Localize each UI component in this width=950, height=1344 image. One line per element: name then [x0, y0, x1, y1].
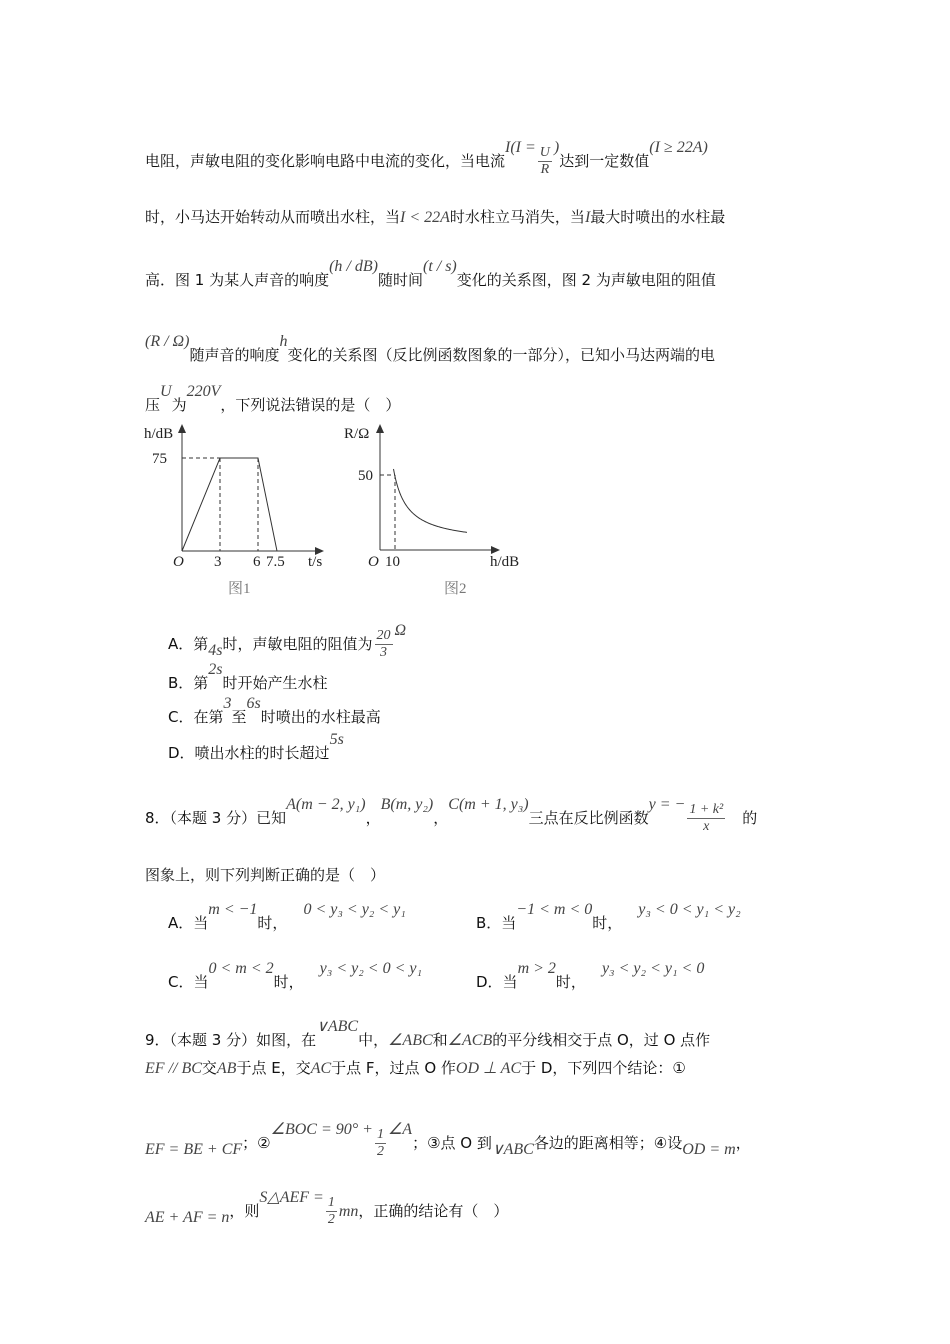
text-segment: 9．（本题 3 分）如图，在 [145, 1031, 317, 1049]
text-line [168, 960, 423, 993]
text-segment: 中， [358, 1031, 389, 1049]
loudness-line [182, 458, 277, 551]
math-expression: EF // BC [145, 1060, 202, 1077]
text-segment: 电阻，声敏电阻的变化影响电路中电流的变化，当电流 [145, 152, 506, 170]
text-segment: 三点在反比例函数 [528, 809, 649, 827]
text-segment: 最大时喷出的水柱最 [590, 208, 726, 226]
text-line [145, 383, 401, 416]
math-expression: 6s [246, 695, 261, 712]
text-segment: 随时间 [377, 271, 423, 289]
math-expression: m < −1 [208, 901, 258, 918]
math-expression: S△AEF = [259, 1189, 324, 1206]
text-segment: 的 [727, 809, 758, 827]
math-expression: OD = m [682, 1141, 736, 1158]
text-segment: ；② [242, 1134, 271, 1152]
fraction-denominator: 2 [327, 1212, 335, 1227]
text-segment: 时，声敏电阻的阻值为 [222, 635, 373, 653]
y-axis-arrow-icon [178, 424, 186, 433]
text-segment: 随声音的响度 [189, 346, 280, 364]
math-expression: 2s [208, 661, 223, 678]
f1-xtick-6: 6 [253, 554, 261, 570]
math-expression: Ω [394, 622, 407, 639]
text-line [168, 901, 406, 934]
math-expression: U [160, 383, 172, 400]
math-expression: ( [510, 139, 516, 156]
text-segment: 和 [432, 1031, 448, 1049]
math-expression: ∠A [387, 1121, 413, 1138]
text-segment: ，则 [229, 1202, 260, 1220]
text-segment: ， [365, 809, 381, 827]
text-segment: 压 [145, 396, 161, 414]
f1-xlabel: t/s [308, 554, 323, 570]
math-expression: 220V [186, 383, 221, 400]
text-segment: C．当 [168, 973, 209, 991]
text-segment: ；③点 O 到 [412, 1134, 492, 1152]
math-expression: y₃ < y₂ < 0 < y₁ [303, 960, 423, 977]
figure-2-resistance-vs-loudness [340, 420, 530, 580]
math-expression: AB [216, 1060, 237, 1077]
f2-xtick-10: 10 [385, 554, 400, 570]
fraction-numerator: 1 [327, 1195, 335, 1210]
f2-ytick-50: 50 [358, 468, 373, 484]
math-expression: A(m − 2, y₁) [286, 796, 366, 813]
text-segment: ，下列说法错误的是（ ） [220, 396, 401, 414]
text-segment: C．在第 [168, 708, 224, 726]
text-line [168, 661, 328, 694]
text-line [145, 1058, 686, 1079]
math-expression: (I ≥ 22A) [649, 139, 708, 156]
text-segment: 于点 F，过点 O 作 [331, 1059, 456, 1077]
text-segment: B．当 [476, 914, 517, 932]
resistance-curve [394, 469, 468, 532]
figure-1-loudness-vs-time [140, 420, 340, 580]
math-expression: ∠ABC [388, 1032, 433, 1049]
text-segment: 时开始产生水柱 [222, 674, 328, 692]
fraction-denominator: x [703, 819, 710, 834]
text-line [145, 1121, 751, 1160]
math-expression: 4s [208, 642, 223, 659]
math-expression: 3 [223, 695, 232, 712]
math-expression: h [279, 333, 288, 350]
text-segment: ， [735, 1134, 751, 1152]
text-segment: 达到一定数值 [559, 152, 650, 170]
math-expression: mn [338, 1203, 359, 1220]
fraction-denominator: R [540, 162, 550, 177]
math-expression: I [505, 139, 511, 156]
text-segment: 时水柱立马消失，当 [449, 208, 585, 226]
text-segment: ，正确的结论有（ ） [358, 1202, 509, 1220]
math-expression: (R / Ω) [145, 333, 190, 350]
fraction [375, 628, 393, 661]
math-expression: B(m, y₂) [380, 796, 434, 813]
text-segment: 各边的距离相等；④设 [533, 1134, 683, 1152]
f1-xtick-3: 3 [214, 554, 222, 570]
text-segment: 8．（本题 3 分）已知 [145, 809, 287, 827]
text-line [145, 333, 715, 366]
text-line [145, 207, 725, 228]
math-expression: 5s [329, 731, 344, 748]
y-axis-arrow-icon [376, 424, 384, 433]
text-segment: D．当 [476, 973, 518, 991]
fraction [326, 1195, 337, 1228]
text-segment: 变化的关系图（反比例函数图象的一部分），已知小马达两端的电 [287, 346, 715, 364]
math-expression: −1 < m < 0 [516, 901, 593, 918]
f1-ytick-75: 75 [152, 451, 167, 467]
math-expression: AE + AF = n [145, 1209, 230, 1226]
text-line [476, 960, 705, 993]
math-expression: 0 < y₃ < y₂ < y₁ [287, 901, 406, 918]
math-expression: ∨ABC [491, 1141, 534, 1158]
text-line [476, 901, 741, 934]
text-line [145, 1018, 711, 1051]
fraction [538, 145, 552, 178]
math-expression: y₃ < y₂ < y₁ < 0 [585, 960, 705, 977]
text-segment: 至 [231, 708, 247, 726]
f1-origin: O [173, 554, 184, 570]
f2-ylabel: R/Ω [344, 426, 370, 442]
math-expression: 0 < m < 2 [208, 960, 274, 977]
math-expression: I < 22A [400, 209, 450, 226]
fraction-denominator: 2 [376, 1144, 384, 1159]
math-expression: OD ⊥ AC [455, 1060, 522, 1077]
fraction-numerator: 1 [376, 1127, 384, 1142]
f1-ylabel: h/dB [144, 426, 174, 442]
text-segment: 时，小马达开始转动从而喷出水柱，当 [145, 208, 401, 226]
math-expression: ∨ABC [316, 1018, 359, 1035]
text-line [145, 258, 716, 291]
text-segment: 为 [171, 396, 187, 414]
math-expression: y = − [648, 796, 686, 813]
math-expression: y₃ < 0 < y₁ < y₂ [622, 901, 741, 918]
fraction [375, 1127, 386, 1160]
text-segment: D．喷出水柱的时长超过 [168, 744, 330, 762]
text-segment: 于点 E，交 [236, 1059, 311, 1077]
text-segment: 变化的关系图，图 2 为声敏电阻的阻值 [456, 271, 716, 289]
text-segment: A．当 [168, 914, 209, 932]
text-segment: 于 D，下列四个结论：① [521, 1059, 686, 1077]
text-line [145, 139, 708, 178]
math-expression: I [584, 209, 591, 226]
text-segment: 图象上，则下列判断正确的是（ ） [145, 866, 386, 884]
math-expression: C(m + 1, y₃) [448, 796, 529, 813]
text-segment: 交 [201, 1059, 217, 1077]
fraction-numerator: 1 + k² [689, 802, 724, 817]
fraction-denominator: 3 [380, 645, 388, 660]
text-segment: A．第 [168, 635, 209, 653]
fraction [687, 802, 725, 835]
math-expression: ) [553, 139, 560, 156]
x-axis-arrow-icon [491, 546, 500, 554]
fraction-numerator: 20 [376, 628, 391, 643]
math-expression: EF = BE + CF [145, 1141, 243, 1158]
math-expression: m > 2 [517, 960, 556, 977]
text-segment: 的平分线相交于点 O，过 O 点作 [492, 1031, 711, 1049]
text-line [168, 695, 381, 728]
text-line [145, 865, 385, 885]
text-segment: ， [433, 809, 449, 827]
text-segment: 时喷出的水柱最高 [260, 708, 381, 726]
math-expression: AC [310, 1060, 332, 1077]
f2-xlabel: h/dB [490, 554, 520, 570]
text-segment: 高．图 1 为某人声音的响度 [145, 271, 330, 289]
text-segment: 时， [555, 973, 586, 991]
text-line [168, 622, 407, 661]
text-line [168, 731, 344, 764]
figure-2-caption: 图2 [444, 581, 467, 597]
text-line [145, 796, 758, 835]
math-expression: (t / s) [422, 258, 457, 275]
text-segment: 时， [273, 973, 304, 991]
f1-xtick-7.5: 7.5 [266, 554, 285, 570]
math-expression: ∠BOC = 90° + [270, 1121, 373, 1138]
f2-origin: O [368, 554, 379, 570]
math-expression: I = [515, 139, 536, 156]
figure-1-caption: 图1 [228, 581, 251, 597]
text-segment: B．第 [168, 674, 209, 692]
text-segment: 时， [592, 914, 623, 932]
fraction-numerator: U [539, 145, 550, 160]
math-expression: (h / dB) [329, 258, 378, 275]
math-expression: ∠ACB [447, 1032, 493, 1049]
text-segment: 时， [257, 914, 288, 932]
text-line [145, 1189, 509, 1228]
